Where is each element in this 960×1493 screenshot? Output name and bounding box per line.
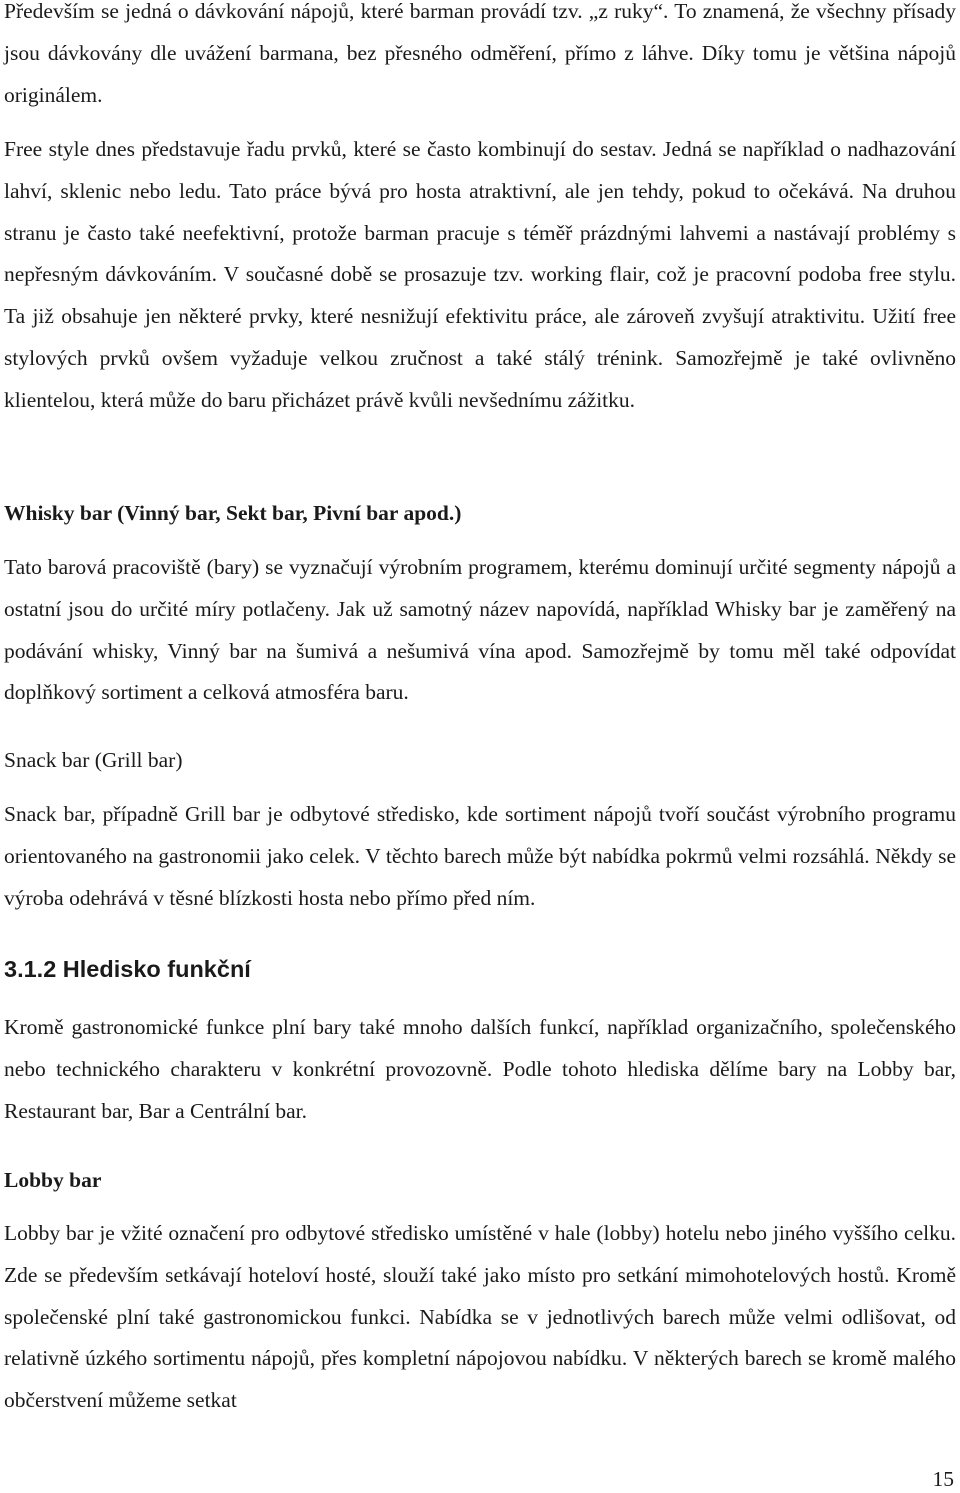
heading-whisky-bar bbox=[4, 498, 956, 528]
section-heading bbox=[4, 953, 956, 985]
paragraph-dosing: Především se jedná o dávkování nápojů, které barman provádí tzv. „z ruky“. To znamená, že všechny přísady jsou dávkovány dle uvážení barmana, bez přesného odměření, přímo z láhve. Díky tomu je většina nápojů originálem. bbox=[4, 0, 956, 107]
paragraph-whisky-bar: Tato barová pracoviště (bary) se vyznačují výrobním programem, kterému dominují určité segmenty nápojů a ostatní jsou do určité míry potlačeny. Jak už samotný název napovídá, například Whisky bar je zaměřený na podávání whisky, Vinný bar na šumivá a nešumivá vína apod. Samozřejmě by tomu měl také odpovídat doplňkový sortiment a celková atmosféra baru. bbox=[4, 555, 956, 705]
heading-lobby-bar bbox=[4, 1165, 956, 1195]
paragraph-lobby-bar: Lobby bar je vžité označení pro odbytové středisko umístěné v hale (lobby) hotelu nebo jiného vyššího celku. Zde se především setkávají hoteloví hosté, slouží také jako místo pro setkání mimohotelových hostů. Kromě společenské plní také gastronomickou funkci. Nabídka se v jednotlivých barech může velmi odlišovat, od relativně úzkého sortimentu nápojů, přes kompletní nápojovou nabídku. V některých barech se kromě malého občerstvení můžeme setkat bbox=[4, 1221, 956, 1413]
heading-snack-bar bbox=[4, 745, 956, 775]
page-number: 15 bbox=[932, 1467, 954, 1491]
section-heading-text: 3.1.2 Hledisko funkční bbox=[4, 956, 251, 982]
paragraph-snack-bar: Snack bar, případně Grill bar je odbytové středisko, kde sortiment nápojů tvoří součást výrobního programu orientovaného na gastronomii jako celek. V těchto barech může být nabídka pokrmů velmi rozsáhlá. Někdy se výroba odehrává v těsné blízkosti hosta nebo přímo před ním. bbox=[4, 802, 956, 910]
paragraph-free-style: Free style dnes představuje řadu prvků, které se často kombinují do sestav. Jedná se například o nadhazování lahví, sklenic nebo ledu. Tato práce bývá pro hosta atraktivní, ale jen tehdy, pokud to očekává. Na druhou stranu je často také neefektivní, protože barman pracuje s téměř prázdnými lahvemi a nastávají problémy s nepřesným dávkováním. V současné době se prosazuje tzv. working flair, což je pracovní podoba free stylu. Ta již obsahuje jen některé prvky, které nesnižují efektivitu práce, ale zároveň zvyšují atraktivitu. Užití free stylových prvků ovšem vyžaduje velkou zručnost a také stálý trénink. Samozřejmě je také ovlivněno klientelou, která může do baru přicházet právě kvůli nevšednímu zážitku. bbox=[4, 137, 956, 412]
paragraph-functional: Kromě gastronomické funkce plní bary také mnoho dalších funkcí, například organizačního, společenského nebo technického charakteru v konkrétní provozovně. Podle tohoto hlediska dělíme bary na Lobby bar, Restaurant bar, Bar a Centrální bar. bbox=[4, 1015, 956, 1123]
heading-whisky-bar-text: Whisky bar (Vinný bar, Sekt bar, Pivní bar apod.) bbox=[4, 501, 462, 525]
heading-lobby-bar-text: Lobby bar bbox=[4, 1168, 102, 1192]
heading-snack-bar-text: Snack bar (Grill bar) bbox=[4, 748, 183, 772]
